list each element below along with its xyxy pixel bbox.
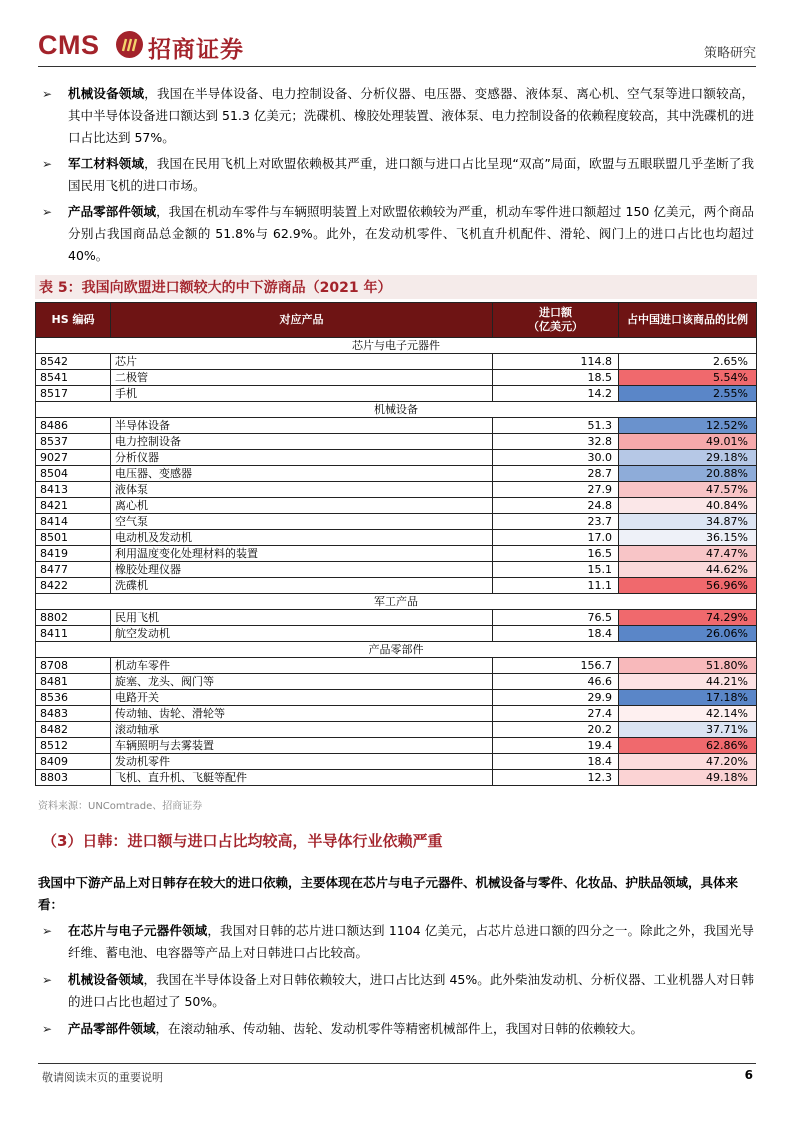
hs-code-cell: 9027 [36,450,111,466]
header-amount: 进口额 （亿美元） [493,303,619,338]
product-cell: 民用飞机 [111,610,493,626]
table-row [36,434,757,450]
table-group-row [36,594,757,610]
bullet-item [42,920,754,964]
amount-cell: 29.9 [493,690,619,706]
product-cell: 电动机及发动机 [111,530,493,546]
amount-cell: 46.6 [493,674,619,690]
table-row [36,482,757,498]
amount-cell: 23.7 [493,514,619,530]
bullet-text: ，我国对日韩的芯片进口额达到 1104 亿美元，占芯片总进口额的四分之一。除此之外，我国光导纤维、蓄电池、电容器等产品上对日韩进口占比较高。 [68,923,754,960]
arrow-bullet-icon: ➢ [42,1022,53,1036]
share-cell: 2.65% [619,354,757,370]
amount-cell: 18.5 [493,370,619,386]
report-category: 策略研究 [703,46,756,61]
share-cell: 62.86% [619,738,757,754]
hs-code-cell: 8504 [36,466,111,482]
table-title: 表 5：我国向欧盟进口额较大的中下游商品（2021 年） [39,280,392,296]
arrow-bullet-icon: ➢ [42,87,53,101]
share-cell: 49.01% [619,434,757,450]
header-product: 对应产品 [111,303,493,338]
amount-cell: 12.3 [493,770,619,786]
product-cell: 飞机、直升机、飞艇等配件 [111,770,493,786]
bullet-bold: 产品零部件领域 [68,1021,156,1036]
hs-code-cell: 8537 [36,434,111,450]
share-cell: 44.62% [619,562,757,578]
hs-code-cell: 8803 [36,770,111,786]
product-cell: 传动轴、齿轮、滑轮等 [111,706,493,722]
bullet-bold: 产品零部件领域 [68,204,157,219]
hs-code-cell: 8486 [36,418,111,434]
top-bullets [42,83,754,267]
bullet-text: ，我国在机动车零件与车辆照明装置上对欧盟依赖较为严重，机动车零件进口额超过 150 亿美元，两个商品分别占我国商品总金额的 51.8%与 62.9%。此外，在发动机零件、飞机直升机配件、滑轮、阀门上的进口占比也均超过 40%。 [68,204,754,263]
share-cell: 34.87% [619,514,757,530]
product-cell: 半导体设备 [111,418,493,434]
table-row [36,514,757,530]
hs-code-cell: 8409 [36,754,111,770]
amount-cell: 156.7 [493,658,619,674]
product-cell: 车辆照明与去雾装置 [111,738,493,754]
hs-code-cell: 8501 [36,530,111,546]
amount-cell: 15.1 [493,562,619,578]
header-code: HS 编码 [36,303,111,338]
product-cell: 分析仪器 [111,450,493,466]
share-cell: 47.47% [619,546,757,562]
table-row [36,370,757,386]
share-cell: 17.18% [619,690,757,706]
table-row [36,738,757,754]
share-cell: 40.84% [619,498,757,514]
footer-divider [38,1063,756,1064]
hs-code-cell: 8542 [36,354,111,370]
arrow-bullet-icon: ➢ [42,205,53,219]
table-row [36,658,757,674]
group-label: 产品零部件 [36,642,757,658]
product-cell: 电力控制设备 [111,434,493,450]
share-cell: 44.21% [619,674,757,690]
share-cell: 29.18% [619,450,757,466]
share-cell: 26.06% [619,626,757,642]
product-cell: 机动车零件 [111,658,493,674]
hs-code-cell: 8517 [36,386,111,402]
amount-cell: 27.9 [493,482,619,498]
share-cell: 12.52% [619,418,757,434]
hs-code-cell: 8541 [36,370,111,386]
bullet-item [42,1018,754,1040]
amount-cell: 18.4 [493,626,619,642]
product-cell: 空气泵 [111,514,493,530]
page-number: 6 [744,1068,753,1082]
arrow-bullet-icon: ➢ [42,924,53,938]
amount-cell: 27.4 [493,706,619,722]
footer-note: 敬请阅读末页的重要说明 [42,1071,163,1084]
hs-code-cell: 8413 [36,482,111,498]
amount-cell: 24.8 [493,498,619,514]
amount-cell: 20.2 [493,722,619,738]
table-source: 资料来源：UNComtrade、招商证券 [38,801,203,812]
table-row [36,674,757,690]
bullet-item [42,969,754,1013]
table-group-row [36,402,757,418]
share-cell: 20.88% [619,466,757,482]
amount-cell: 30.0 [493,450,619,466]
table-row [36,386,757,402]
product-cell: 液体泵 [111,482,493,498]
product-cell: 利用温度变化处理材料的装置 [111,546,493,562]
product-cell: 航空发动机 [111,626,493,642]
share-cell: 56.96% [619,578,757,594]
amount-cell: 19.4 [493,738,619,754]
hs-code-cell: 8477 [36,562,111,578]
header-divider [38,66,756,67]
share-cell: 47.57% [619,482,757,498]
table-row [36,530,757,546]
table-row [36,754,757,770]
bullet-item [42,153,754,197]
product-cell: 电路开关 [111,690,493,706]
import-table [35,302,757,786]
hs-code-cell: 8422 [36,578,111,594]
share-cell: 47.20% [619,754,757,770]
share-cell: 37.71% [619,722,757,738]
amount-cell: 17.0 [493,530,619,546]
share-cell: 5.54% [619,370,757,386]
table-row [36,498,757,514]
bullet-bold: 在芯片与电子元器件领域 [68,923,208,938]
bullet-item [42,201,754,267]
arrow-bullet-icon: ➢ [42,157,53,171]
hs-code-cell: 8421 [36,498,111,514]
amount-cell: 16.5 [493,546,619,562]
bullet-bold: 机械设备领域 [68,86,145,101]
hs-code-cell: 8482 [36,722,111,738]
hs-code-cell: 8419 [36,546,111,562]
product-cell: 电压器、变感器 [111,466,493,482]
table-row [36,706,757,722]
table-row [36,562,757,578]
hs-code-cell: 8536 [36,690,111,706]
group-label: 军工产品 [36,594,757,610]
amount-cell: 76.5 [493,610,619,626]
table-body [36,338,757,786]
bullet-text: ，我国在半导体设备、电力控制设备、分析仪器、电压器、变感器、液体泵、离心机、空气泵等进口额较高，其中半导体设备进口额达到 51.3 亿美元；洗碟机、橡胶处理装置、液体泵、电力控制设备的依赖程度较高，其中洗碟机的进口占比达到 57%。 [68,86,754,145]
share-cell: 51.80% [619,658,757,674]
header-share: 占中国进口该商品的比例 [619,303,757,338]
amount-cell: 14.2 [493,386,619,402]
bullet-bold: 军工材料领域 [68,156,145,171]
bullet-text: ，在滚动轴承、传动轴、齿轮、发动机零件等精密机械部件上，我国对日韩的依赖较大。 [155,1021,644,1036]
logo-chinese: 招商证券 [148,37,244,63]
hs-code-cell: 8483 [36,706,111,722]
product-cell: 橡胶处理仪器 [111,562,493,578]
amount-cell: 11.1 [493,578,619,594]
section-intro: 我国中下游产品上对日韩存在较大的进口依赖，主要体现在芯片与电子元器件、机械设备与零件、化妆品、护肤品领域，具体来看： [38,875,739,912]
amount-cell: 51.3 [493,418,619,434]
hs-code-cell: 8802 [36,610,111,626]
product-cell: 芯片 [111,354,493,370]
product-cell: 旋塞、龙头、阀门等 [111,674,493,690]
section-bullets [42,920,754,1040]
table-row [36,466,757,482]
table-title-bar [35,275,757,299]
share-cell: 74.29% [619,610,757,626]
bullet-text: ，我国在半导体设备上对日韩依赖较大，进口占比达到 45%。此外柴油发动机、分析仪器、工业机器人对日韩的进口占比也超过了 50%。 [68,972,754,1009]
table-row [36,578,757,594]
page-header [38,28,756,68]
table-row [36,354,757,370]
table-row [36,546,757,562]
product-cell: 手机 [111,386,493,402]
product-cell: 离心机 [111,498,493,514]
table-row [36,722,757,738]
product-cell: 滚动轴承 [111,722,493,738]
hs-code-cell: 8708 [36,658,111,674]
share-cell: 49.18% [619,770,757,786]
table-header-row [36,303,757,338]
table-row [36,610,757,626]
amount-cell: 28.7 [493,466,619,482]
group-label: 机械设备 [36,402,757,418]
product-cell: 二极管 [111,370,493,386]
hs-code-cell: 8481 [36,674,111,690]
table-row [36,626,757,642]
product-cell: 洗碟机 [111,578,493,594]
table-group-row [36,642,757,658]
logo-icon [116,31,143,58]
table-row [36,418,757,434]
logo-text: CMS [38,30,100,60]
share-cell: 42.14% [619,706,757,722]
share-cell: 36.15% [619,530,757,546]
table-group-row [36,338,757,354]
table-row [36,450,757,466]
product-cell: 发动机零件 [111,754,493,770]
section-heading: （3）日韩：进口额与进口占比均较高，半导体行业依赖严重 [42,832,443,850]
bullet-bold: 机械设备领域 [68,972,144,987]
bullet-text: ，我国在民用飞机上对欧盟依赖极其严重，进口额与进口占比呈现“双高”局面，欧盟与五眼联盟几乎垄断了我国民用飞机的进口市场。 [68,156,754,193]
group-label: 芯片与电子元器件 [36,338,757,354]
bullet-item [42,83,754,149]
table-row [36,770,757,786]
amount-cell: 114.8 [493,354,619,370]
hs-code-cell: 8414 [36,514,111,530]
arrow-bullet-icon: ➢ [42,973,53,987]
table-row [36,690,757,706]
share-cell: 2.55% [619,386,757,402]
amount-cell: 18.4 [493,754,619,770]
hs-code-cell: 8411 [36,626,111,642]
amount-cell: 32.8 [493,434,619,450]
hs-code-cell: 8512 [36,738,111,754]
